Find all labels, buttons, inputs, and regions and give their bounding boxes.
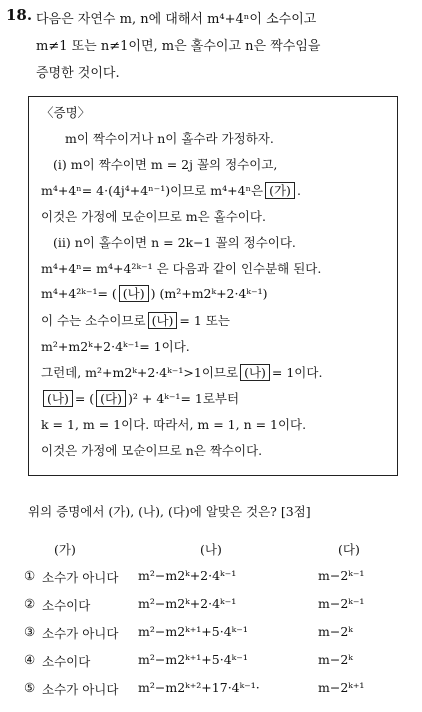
choice-5-na: m²−m2ᵏ⁺²+17·4ᵏ⁻¹· [138, 680, 260, 695]
blank-na-4: (나) [43, 390, 73, 407]
blank-na-2: (나) [148, 312, 178, 329]
blank-na-1: (나) [119, 285, 149, 302]
choice-3-num[interactable]: ③ [24, 624, 36, 639]
proof-line-11-end: )² + 4ᵏ⁻¹= 1로부터 [128, 391, 240, 406]
question-line-3: 증명한 것이다. [36, 66, 120, 81]
choice-4-da: m−2ᵏ [318, 652, 353, 667]
question-prompt: 위의 증명에서 (가), (나), (다)에 알맞은 것은? [3점] [28, 504, 311, 519]
proof-line-2: (i) m이 짝수이면 m = 2j 꼴의 정수이고, [53, 157, 278, 172]
choice-3-na: m²−m2ᵏ⁺¹+5·4ᵏ⁻¹ [138, 624, 248, 639]
proof-line-12: k = 1, m = 1이다. 따라서, m = 1, n = 1이다. [41, 417, 307, 432]
proof-line-7-text: m⁴+4²ᵏ⁻¹= ( [41, 286, 117, 301]
choice-2-num[interactable]: ② [24, 596, 36, 611]
proof-line-8-end: = 1 또는 [179, 313, 230, 328]
proof-line-3-end: . [296, 183, 301, 198]
proof-line-13: 이것은 가정에 모순이므로 n은 짝수이다. [41, 443, 263, 458]
proof-line-3-text: m⁴+4ⁿ= 4·(4j⁴+4ⁿ⁻¹)이므로 m⁴+4ⁿ은 [41, 183, 264, 198]
choice-4-na: m²−m2ᵏ⁺¹+5·4ᵏ⁻¹ [138, 652, 248, 667]
question-number: 18. [6, 6, 33, 24]
proof-line-6: m⁴+4ⁿ= m⁴+4²ᵏ⁻¹ 은 다음과 같이 인수분해 된다. [41, 261, 322, 276]
proof-line-11 [41, 389, 239, 407]
proof-box [28, 96, 398, 476]
choice-1-na: m²−m2ᵏ+2·4ᵏ⁻¹ [138, 568, 237, 583]
proof-line-4: 이것은 가정에 모순이므로 m은 홀수이다. [41, 209, 266, 224]
proof-line-8-text: 이 수는 소수이므로 [41, 313, 146, 328]
proof-line-5: (ii) n이 홀수이면 n = 2k−1 꼴의 정수이다. [53, 235, 296, 250]
choice-2-da: m−2ᵏ⁻¹ [318, 596, 365, 611]
choice-2-ga: 소수이다 [42, 598, 91, 613]
proof-line-7-end: ) (m²+m2ᵏ+2·4ᵏ⁻¹) [150, 286, 268, 301]
choice-5-num[interactable]: ⑤ [24, 680, 36, 695]
choice-1-num[interactable]: ① [24, 568, 36, 583]
choice-2-na: m²−m2ᵏ+2·4ᵏ⁻¹ [138, 596, 237, 611]
question-line-1: 다음은 자연수 m, n에 대해서 m⁴+4ⁿ이 소수이고 [36, 12, 317, 27]
proof-line-9: m²+m2ᵏ+2·4ᵏ⁻¹= 1이다. [41, 339, 190, 354]
blank-ga: (가) [265, 182, 295, 199]
blank-na-3: (나) [240, 364, 270, 381]
proof-line-8 [41, 311, 230, 329]
proof-line-7 [41, 285, 267, 302]
choice-5-da: m−2ᵏ⁺¹ [318, 680, 365, 695]
header-na: (나) [200, 542, 222, 557]
choice-1-da: m−2ᵏ⁻¹ [318, 568, 365, 583]
proof-line-11-text: = ( [74, 391, 95, 406]
choice-3-da: m−2ᵏ [318, 624, 353, 639]
question-line-2: m≠1 또는 n≠1이면, m은 홀수이고 n은 짝수임을 [36, 39, 321, 54]
proof-line-1: m이 짝수이거나 n이 홀수라 가정하자. [65, 131, 274, 146]
blank-da: (다) [96, 390, 126, 407]
proof-line-10-end: = 1이다. [271, 365, 323, 380]
proof-title: 〈증명〉 [41, 105, 91, 120]
choice-3-ga: 소수가 아니다 [42, 626, 119, 641]
choice-4-num[interactable]: ④ [24, 652, 36, 667]
header-ga: (가) [54, 542, 76, 557]
header-da: (다) [338, 542, 360, 557]
choice-1-ga: 소수가 아니다 [42, 570, 119, 585]
proof-line-3 [41, 181, 301, 199]
choice-4-ga: 소수이다 [42, 654, 91, 669]
choice-5-ga: 소수가 아니다 [42, 682, 119, 697]
proof-line-10 [41, 363, 322, 381]
proof-line-10-text: 그런데, m²+m2ᵏ+2·4ᵏ⁻¹>1이므로 [41, 365, 239, 380]
